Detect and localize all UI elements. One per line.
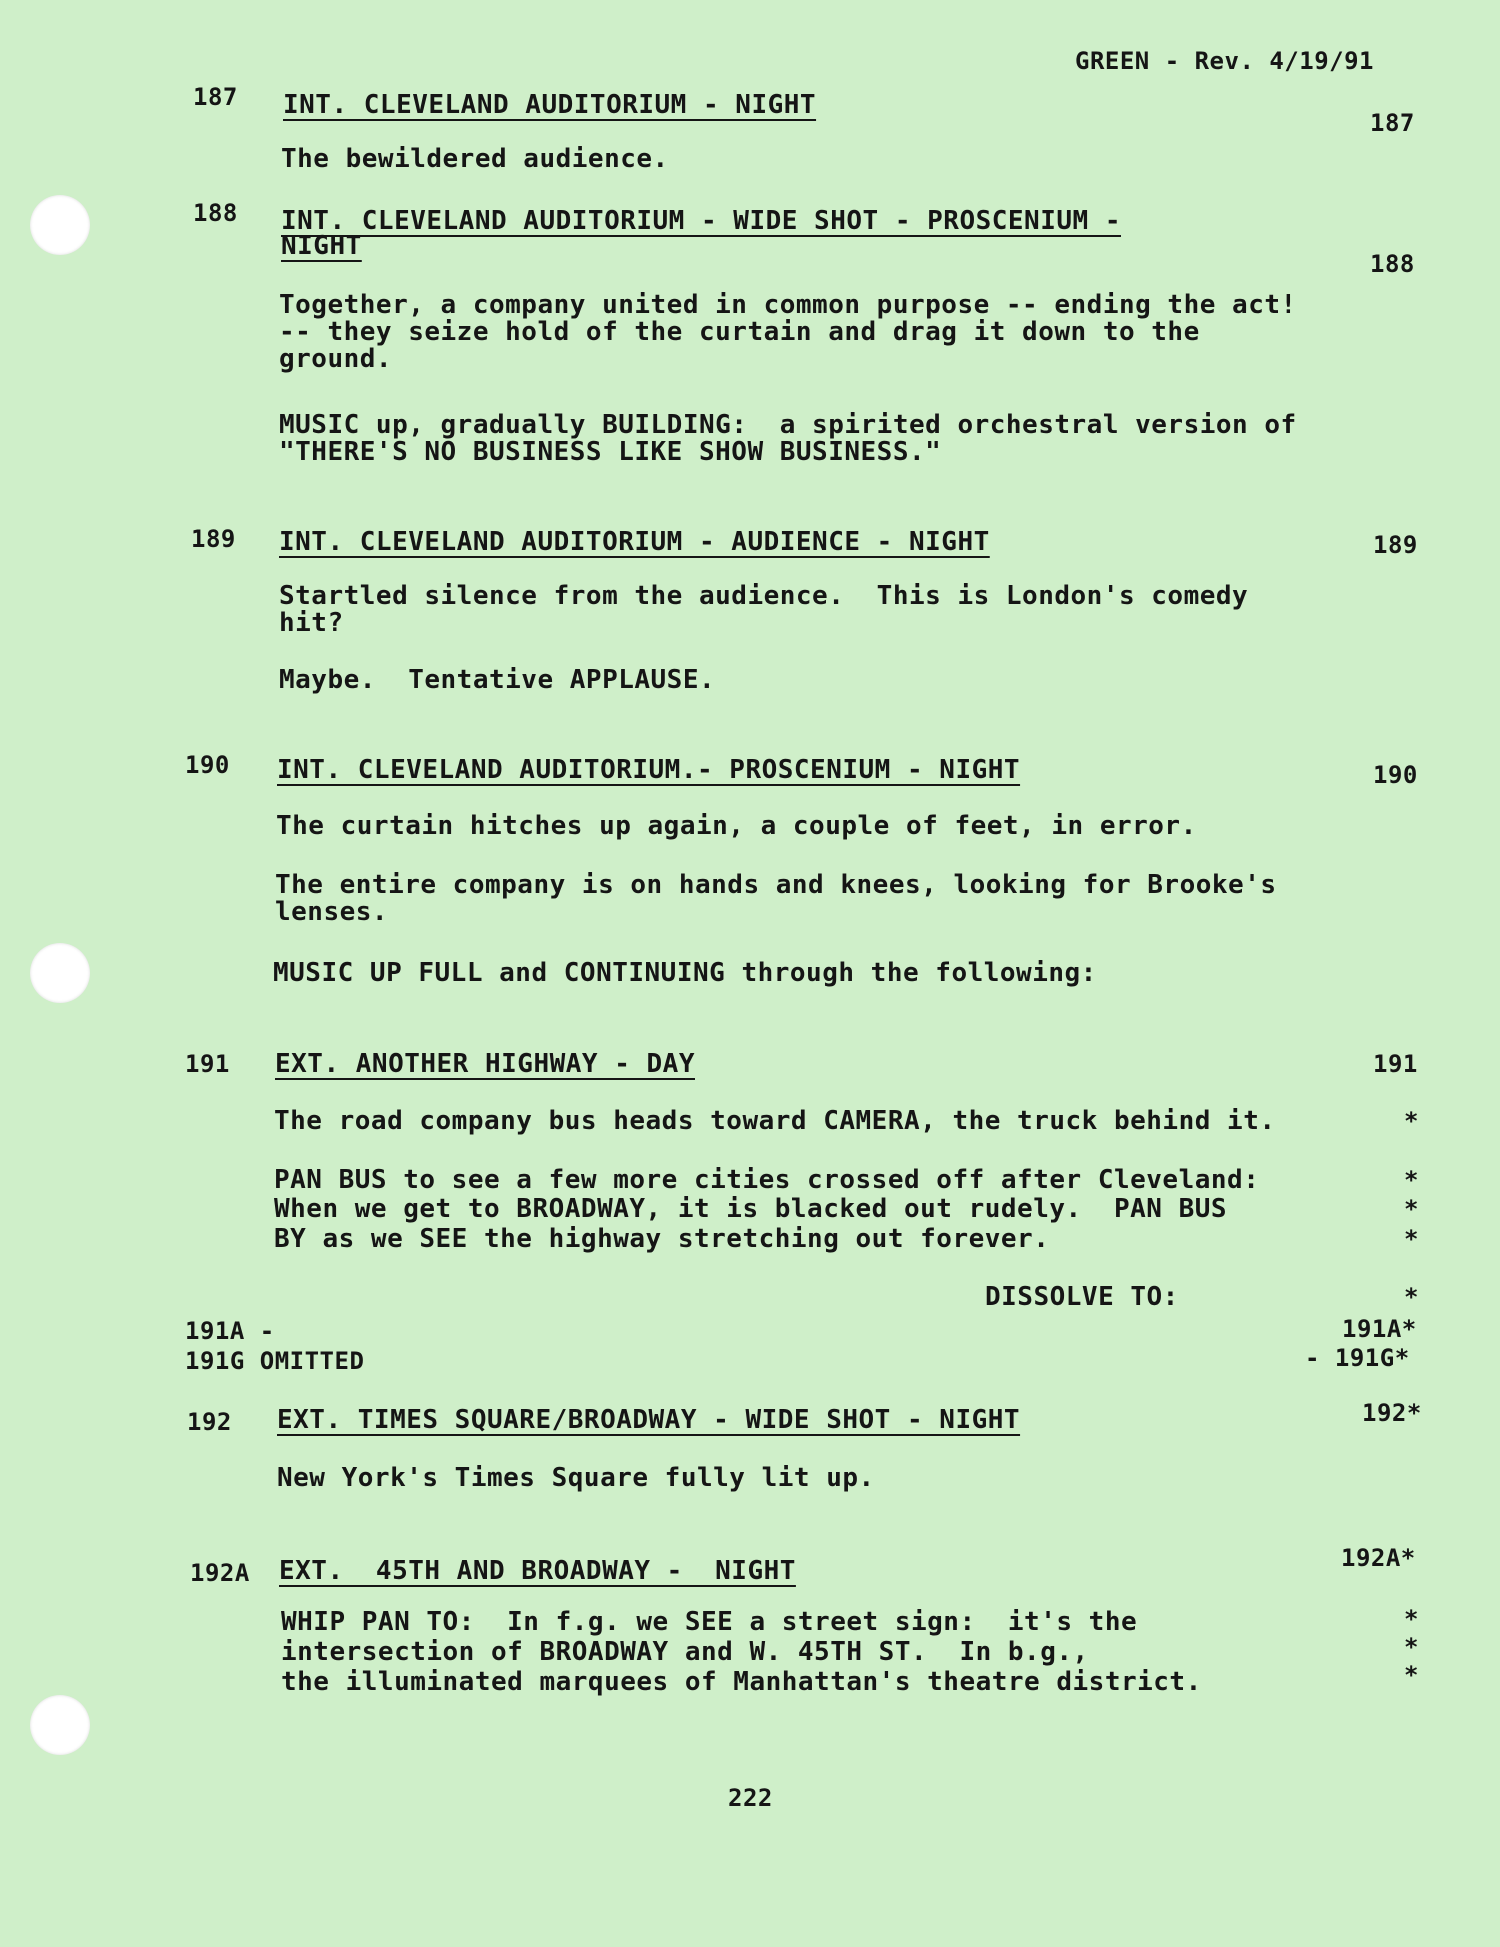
action-text: Maybe. Tentative APPLAUSE. bbox=[279, 665, 716, 695]
action-text: When we get to BROADWAY, it is blacked out rudely. PAN BUS bbox=[274, 1194, 1228, 1224]
transition: DISSOLVE TO: bbox=[985, 1282, 1179, 1312]
scene-number-right: 189 bbox=[1373, 531, 1418, 559]
action-text: The bewildered audience. bbox=[281, 144, 669, 174]
scene-number-right: 192* bbox=[1362, 1399, 1422, 1427]
action-text: WHIP PAN TO: In f.g. we SEE a street sign: it's the bbox=[281, 1607, 1138, 1637]
action-text: hit? bbox=[279, 608, 344, 638]
binder-hole bbox=[30, 195, 90, 255]
action-text: lenses. bbox=[275, 897, 389, 927]
action-text: -- they seize hold of the curtain and drag it down to the bbox=[279, 317, 1200, 347]
action-text: "THERE'S NO BUSINESS LIKE SHOW BUSINESS." bbox=[279, 437, 942, 467]
revision-mark: * bbox=[1404, 1107, 1419, 1135]
action-text: the illuminated marquees of Manhattan's theatre district. bbox=[281, 1667, 1202, 1697]
revision-mark: * bbox=[1404, 1283, 1419, 1311]
action-text: The curtain hitches up again, a couple of feet, in error. bbox=[276, 811, 1197, 841]
scene-number: 187 bbox=[193, 83, 238, 111]
action-text: PAN BUS to see a few more cities crossed off after Cleveland: bbox=[274, 1165, 1260, 1195]
scene-number-right: 190 bbox=[1373, 761, 1418, 789]
scene-number: 188 bbox=[193, 199, 238, 227]
binder-hole bbox=[30, 1695, 90, 1755]
scene-heading: INT. CLEVELAND AUDITORIUM - WIDE SHOT - PROSCENIUM - bbox=[281, 206, 1121, 236]
scene-number: 189 bbox=[191, 525, 236, 553]
scene-number-right: 191A* bbox=[1342, 1315, 1417, 1343]
action-text: Together, a company united in common purpose -- ending the act! bbox=[279, 290, 1297, 320]
action-text: ground. bbox=[279, 344, 393, 374]
scene-number-right: 187 bbox=[1370, 109, 1415, 137]
scene-heading: EXT. 45TH AND BROADWAY - NIGHT bbox=[279, 1556, 796, 1586]
scene-number-right: - 191G* bbox=[1305, 1344, 1410, 1372]
scene-heading: EXT. TIMES SQUARE/BROADWAY - WIDE SHOT - NIGHT bbox=[277, 1405, 1021, 1435]
scene-number-right: 191 bbox=[1373, 1050, 1418, 1078]
revision-header: GREEN - Rev. 4/19/91 bbox=[1075, 47, 1374, 75]
scene-number: 192 bbox=[187, 1408, 232, 1436]
scene-number-right: 188 bbox=[1370, 250, 1415, 278]
omitted-range-end: 191G OMITTED bbox=[185, 1347, 365, 1375]
action-text: MUSIC UP FULL and CONTINUING through the following: bbox=[273, 958, 1097, 988]
scene-heading: NIGHT bbox=[281, 231, 362, 261]
binder-hole bbox=[30, 943, 90, 1003]
revision-mark: * bbox=[1404, 1225, 1419, 1253]
scene-heading: EXT. ANOTHER HIGHWAY - DAY bbox=[275, 1049, 695, 1079]
action-text: New York's Times Square fully lit up. bbox=[277, 1463, 875, 1493]
revision-mark: * bbox=[1404, 1605, 1419, 1633]
action-text: MUSIC up, gradually BUILDING: a spirited orchestral version of bbox=[279, 410, 1297, 440]
action-text: intersection of BROADWAY and W. 45TH ST. In b.g., bbox=[281, 1637, 1089, 1667]
page-number: 222 bbox=[728, 1784, 773, 1812]
omitted-range-start: 191A - bbox=[185, 1317, 275, 1345]
revision-mark: * bbox=[1404, 1633, 1419, 1661]
action-text: Startled silence from the audience. This is London's comedy bbox=[279, 581, 1249, 611]
scene-heading: INT. CLEVELAND AUDITORIUM - NIGHT bbox=[283, 90, 817, 120]
action-text: The road company bus heads toward CAMERA, the truck behind it. bbox=[274, 1106, 1276, 1136]
scene-heading: INT. CLEVELAND AUDITORIUM - AUDIENCE - NIGHT bbox=[279, 527, 990, 557]
scene-number: 192A bbox=[190, 1559, 250, 1587]
action-text: BY as we SEE the highway stretching out forever. bbox=[274, 1224, 1050, 1254]
scene-number: 191 bbox=[185, 1050, 230, 1078]
scene-number-right: 192A* bbox=[1341, 1544, 1416, 1572]
revision-mark: * bbox=[1404, 1661, 1419, 1689]
revision-mark: * bbox=[1404, 1195, 1419, 1223]
scene-heading: INT. CLEVELAND AUDITORIUM.- PROSCENIUM - NIGHT bbox=[277, 755, 1021, 785]
revision-mark: * bbox=[1404, 1166, 1419, 1194]
scene-number: 190 bbox=[185, 751, 230, 779]
action-text: The entire company is on hands and knees, looking for Brooke's bbox=[275, 870, 1277, 900]
